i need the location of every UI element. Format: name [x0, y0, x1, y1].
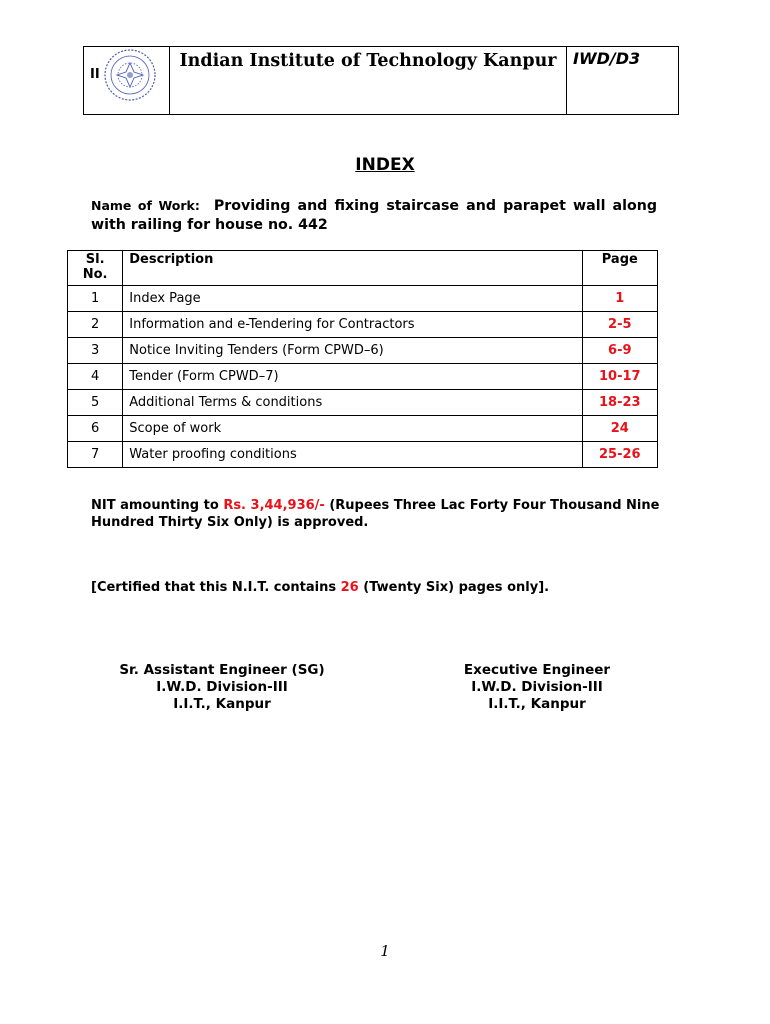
signatory-place: I.I.T., Kanpur	[173, 696, 271, 712]
row-description: Scope of work	[123, 416, 582, 442]
cert-pages: 26	[340, 580, 359, 595]
logo-prefix: II	[90, 67, 100, 82]
institute-title: Indian Institute of Technology Kanpur	[179, 51, 557, 71]
row-page: 2-5	[582, 312, 657, 338]
table-row	[68, 312, 658, 338]
table-row	[68, 338, 658, 364]
header-box	[83, 46, 679, 115]
column-header-description: Description	[123, 251, 582, 286]
row-no: 2	[68, 312, 123, 338]
column-header-no: Sl. No.	[68, 251, 123, 286]
index-heading: INDEX	[355, 155, 415, 175]
row-no: 4	[68, 364, 123, 390]
row-description: Additional Terms & conditions	[123, 390, 582, 416]
iit-emblem-icon	[101, 48, 159, 102]
nit-approval-statement	[91, 497, 671, 531]
signatory-division: I.W.D. Division-III	[471, 679, 603, 695]
header-title-cell	[170, 47, 567, 114]
row-no: 1	[68, 286, 123, 312]
table-row	[68, 390, 658, 416]
cert-prefix: [Certified that this N.I.T. contains	[91, 580, 341, 595]
certificate-statement	[91, 580, 549, 595]
nit-amount: Rs. 3,44,936/-	[223, 498, 325, 513]
row-description: Tender (Form CPWD–7)	[123, 364, 582, 390]
row-description: Information and e-Tendering for Contractors	[123, 312, 582, 338]
table-row	[68, 416, 658, 442]
table-row	[68, 442, 658, 468]
row-page: 1	[582, 286, 657, 312]
signatory-title: Sr. Assistant Engineer (SG)	[119, 662, 325, 678]
work-text: Providing and fixing staircase and parapet wall along with railing for house no. 442	[91, 198, 657, 233]
work-label: Name of Work:	[91, 198, 200, 213]
row-page: 24	[582, 416, 657, 442]
page-number: 1	[380, 942, 390, 960]
row-no: 5	[68, 390, 123, 416]
cert-suffix: (Twenty Six) pages only].	[358, 580, 550, 595]
row-page: 10-17	[582, 364, 657, 390]
header-logo-cell	[84, 47, 170, 114]
row-page: 18-23	[582, 390, 657, 416]
nit-prefix: NIT amounting to	[91, 498, 224, 513]
name-of-work	[91, 196, 657, 235]
header-code-cell	[567, 47, 678, 114]
row-description: Water proofing conditions	[123, 442, 582, 468]
table-row	[68, 286, 658, 312]
row-description: Index Page	[123, 286, 582, 312]
row-page: 6-9	[582, 338, 657, 364]
nit-suffix: (Rupees Three Lac Forty Four Thousand Nine Hundred Thirty Six Only) is approved.	[91, 498, 660, 530]
signatory-title: Executive Engineer	[463, 662, 611, 678]
document-code: IWD/D3	[573, 49, 641, 68]
row-description: Notice Inviting Tenders (Form CPWD–6)	[123, 338, 582, 364]
signatory-right	[407, 662, 667, 713]
signatory-left	[92, 662, 352, 713]
table-header-row	[68, 251, 658, 286]
row-no: 6	[68, 416, 123, 442]
column-header-page: Page	[582, 251, 657, 286]
signatory-division: I.W.D. Division-III	[156, 679, 288, 695]
table-row	[68, 364, 658, 390]
row-page: 25-26	[582, 442, 657, 468]
index-table	[67, 250, 658, 468]
row-no: 7	[68, 442, 123, 468]
signatory-place: I.I.T., Kanpur	[488, 696, 586, 712]
row-no: 3	[68, 338, 123, 364]
